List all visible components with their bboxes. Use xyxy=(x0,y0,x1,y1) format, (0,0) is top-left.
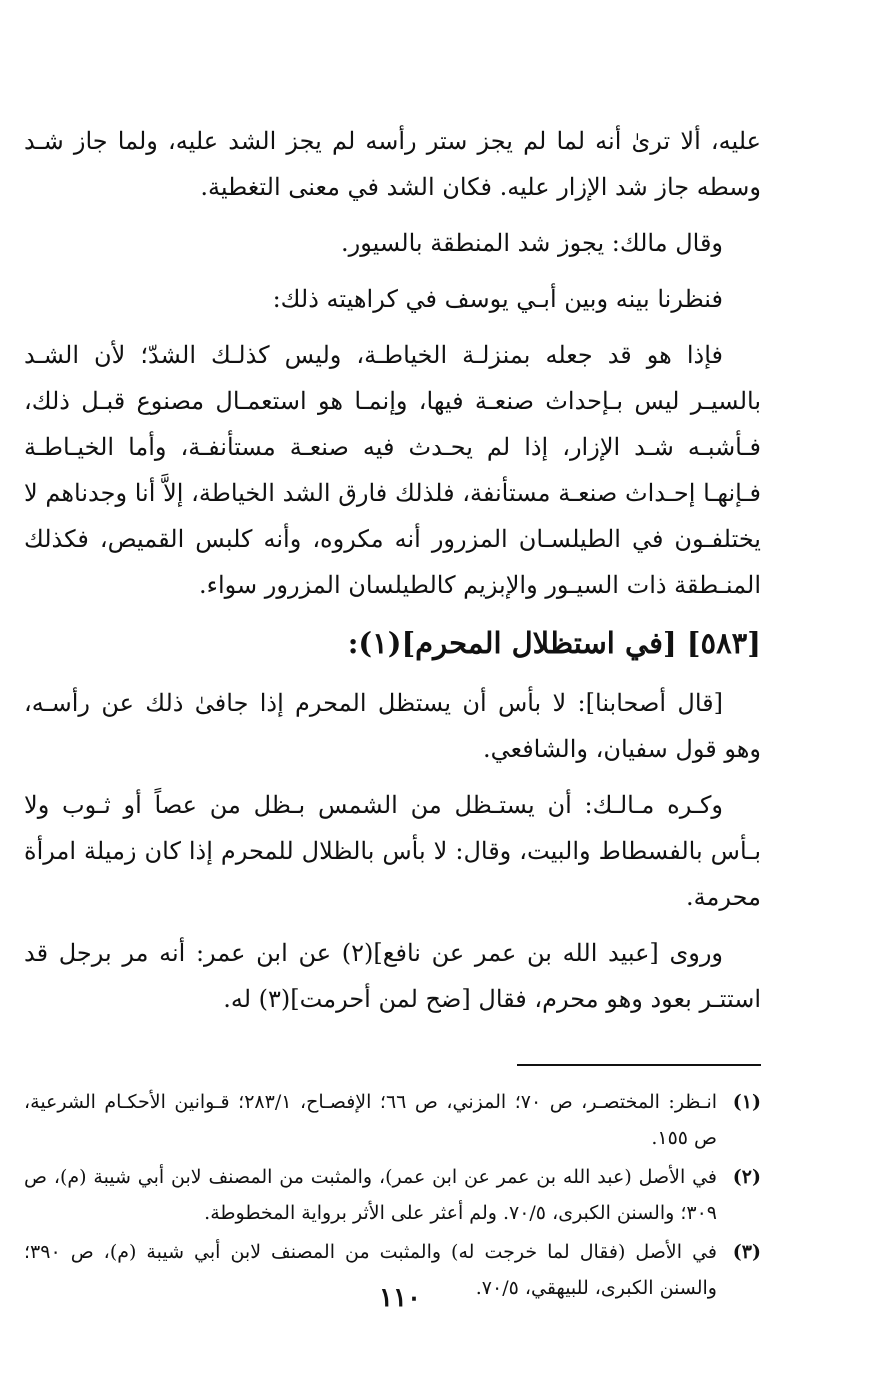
footnotes xyxy=(24,1084,761,1306)
body-paragraph-2: وقال مالك: يجوز شد المنطقة بالسيور. xyxy=(341,229,723,257)
page-number: ١١٠ xyxy=(379,1283,421,1313)
footnote-2 xyxy=(24,1159,761,1231)
body-paragraph-1: عليه، ألا ترىٰ أنه لما لم يجز ستر رأسه لم يجز الشد عليه، ولما جاز شـد وسطه جاز شد الإزار عليه. فكان الشد في معنى التغطية. xyxy=(24,127,761,201)
footnote-text: في الأصل (عبد الله بن عمر عن ابن عمر)، والمثبت من المصنف لابن أبي شيبة (م)، ص ٣٠٩؛ والسنن الكبرى، ٧٠/٥. ولم أعثر على الأثر برواية المخطوطة. xyxy=(24,1166,717,1224)
body-paragraph-4: فإذا هو قد جعله بمنزلـة الخياطـة، وليس كذلـك الشدّ؛ لأن الشـد بالسيـر ليس بـإحداث صنعـة فيها، وإنمـا هو استعمـال مصنوع قبـل ذلك، فـأشبـه شـد الإزار، إذا لم يحـدث فيه صنعـة مستأنفـة، وأما الخيـاطـة فـإنهـا إحـداث صنعـة مستأنفة، فلذلك فارق الشد الخياطة، إلاَّ أنا وجدناهم لا يختلفـون في الطيلسـان المزرور أنه مكروه، وأنه كلبس القميص، فكذلك المنـطقة ذات السيـور والإبزيم كالطيلسان المزرور سواء. xyxy=(24,341,762,599)
footnote-text: انـظر: المختصـر، ص ٧٠؛ المزني، ص ٦٦؛ الإفصـاح، ٢٨٣/١؛ قـوانين الأحكـام الشرعية، ص ١٥٥. xyxy=(24,1091,718,1149)
section-heading: [٥٨٣] [في استظلال المحرم](١): xyxy=(347,626,761,660)
footnote-1 xyxy=(24,1084,761,1156)
footnote-text: في الأصل (فقال لما خرجت له) والمثبت من المصنف لابن أبي شيبة (م)، ص ٣٩٠؛ والسنن الكبرى، للبيهقي، ٧٠/٥. xyxy=(24,1241,717,1299)
body-paragraph-5: [قال أصحابنا]: لا بأس أن يستظل المحرم إذا جافىٰ ذلك عن رأسـه، وهو قول سفيان، والشافعي. xyxy=(24,689,761,763)
footnote-number: (٢) xyxy=(732,1166,761,1188)
footnote-number: (١) xyxy=(732,1091,761,1113)
body-paragraph-7: وروى [عبيد الله بن عمر عن نافع](٢) عن ابن عمر: أنه مر برجل قد استتـر بعود وهو محرم، فقال [ضح لمن أحرمت](٣) له. xyxy=(24,939,761,1013)
footnote-separator xyxy=(517,1064,761,1066)
body-paragraph-6: وكـره مـالـك: أن يستـظل من الشمس بـظل من عصاً أو ثـوب ولا بـأس بالفسطاط والبيت، وقال: لا بأس بالظلال للمحرم إذا كان زميلة امرأة محرمة. xyxy=(24,791,761,911)
body-paragraph-3: فنظرنا بينه وبين أبـي يوسف في كراهيته ذلك: xyxy=(272,285,723,313)
footnote-number: (٣) xyxy=(732,1241,761,1263)
